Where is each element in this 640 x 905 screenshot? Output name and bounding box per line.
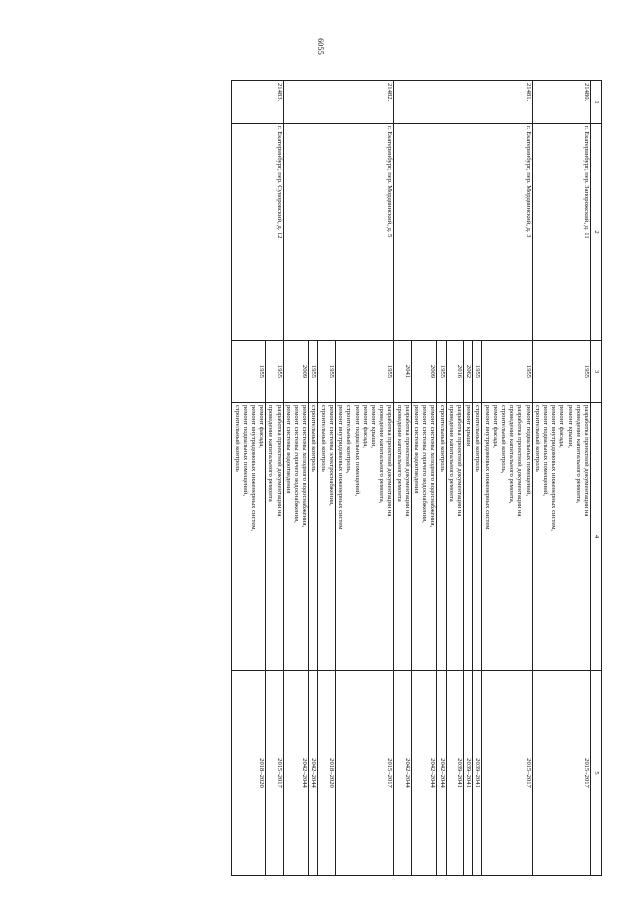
repair-work-line: строительный контроль (474, 405, 482, 472)
record-number: 21482. (283, 81, 394, 124)
planned-period: 2015–2017 (266, 671, 283, 876)
repair-works (482, 403, 532, 671)
planned-period: 2042–2044 (394, 671, 411, 876)
planned-period: 2039–2041 (473, 671, 482, 876)
repair-work-line: ремонт подвальных помещений, (541, 405, 549, 496)
reference-year: 1955 (232, 341, 266, 403)
repair-work-line: проведение капитального ремонта, (574, 405, 582, 504)
repair-works (318, 403, 335, 671)
repair-work-line: разработка проектной документации на (516, 405, 524, 517)
repair-works (437, 403, 446, 671)
repair-work-line: разработка проектной документации на (583, 405, 590, 517)
reference-year: 2041 (394, 341, 411, 403)
repair-work-line: разработка проектной документации на (403, 405, 411, 517)
table-row (335, 81, 393, 876)
repair-works (463, 403, 472, 671)
repair-work-line: ремонт подвальных помещений, (524, 405, 532, 496)
repair-work-line: ремонт крыши, (369, 405, 377, 448)
repair-work-line: разработка проектной документации на (386, 405, 394, 517)
planned-period: 2039–2041 (463, 671, 472, 876)
repair-work-line: проведение капитального ремонта (267, 405, 275, 502)
repair-work-line: проведение капитального ремонта, (508, 405, 516, 504)
repair-works (232, 403, 266, 671)
planned-period: 2015–2017 (482, 671, 532, 876)
reference-year: 2009 (411, 341, 437, 403)
reference-year: 1955 (482, 341, 532, 403)
table-row (532, 81, 590, 876)
planned-period: 2039–2041 (446, 671, 463, 876)
repair-works (446, 403, 463, 671)
repair-work-line: разработка проектной документации на (455, 405, 463, 517)
building-address: г. Екатеринбург, пер. Суворовский, д. 12 (232, 124, 283, 341)
capital-repair-table (57, 80, 602, 850)
repair-work-line: ремонт системы электроснабжения, (327, 405, 335, 506)
repair-work-line: проведение капитального ремонта, (378, 405, 386, 504)
repair-work-line: ремонт крыши, (566, 405, 574, 448)
planned-period: 2042–2044 (309, 671, 318, 876)
repair-work-line: строительный контроль (310, 405, 318, 472)
table-header-row (591, 81, 602, 876)
repair-work-line: строительный контроль (319, 405, 327, 472)
repair-work-line: строительный контроль, (345, 405, 353, 474)
repair-work-line: ремонт внутридомовых инженерных систем, (550, 405, 558, 532)
repair-works (394, 403, 411, 671)
repair-work-line: строительный контроль (438, 405, 446, 472)
planned-period: 2042–2044 (283, 671, 309, 876)
repair-works (532, 403, 590, 671)
reference-year: 2009 (283, 341, 309, 403)
repair-work-line: ремонт системы водоотведения (284, 405, 292, 494)
repair-work-line: строительный контроль (533, 405, 541, 472)
planned-period: 2015–2017 (532, 671, 590, 876)
reference-year: 1955 (335, 341, 393, 403)
repair-work-line: ремонт системы горячего водоснабжения, (293, 405, 301, 523)
reference-year: 1955 (437, 341, 446, 403)
page-number: 6055 (315, 38, 325, 55)
reference-year: 1955 (532, 341, 590, 403)
repair-work-line: ремонт системы водоотведения (412, 405, 420, 494)
repair-work-line: ремонт внутридомовых инженерных систем, (250, 405, 258, 532)
record-number: 21480. (532, 81, 590, 124)
reference-year: 1955 (309, 341, 318, 403)
repair-work-line: строительный контроль (233, 405, 241, 472)
planned-period: 2018–2020 (232, 671, 266, 876)
repair-works (266, 403, 283, 671)
table-body (232, 81, 591, 876)
column-header-1: 1 (591, 81, 602, 124)
repair-works (335, 403, 393, 671)
repair-works (309, 403, 318, 671)
planned-period: 2015–2017 (335, 671, 393, 876)
repair-works (473, 403, 482, 671)
repair-work-line: ремонт системы холодного водоснабжения, (429, 405, 437, 528)
repair-work-line: разработка проектной документации на (275, 405, 283, 517)
repair-work-line: ремонт фасада, (558, 405, 566, 448)
column-header-3: 3 (591, 341, 602, 403)
repair-work-line: ремонт внутридомовых инженерных систем (337, 405, 345, 530)
record-number: 21481. (394, 81, 532, 124)
repair-work-line: ремонт подвальных помещений, (353, 405, 361, 496)
repair-work-line: проведение капитального ремонта (447, 405, 455, 502)
reference-year: 1955 (318, 341, 335, 403)
repair-works (411, 403, 437, 671)
repair-work-line: ремонт системы горячего водоснабжения, (421, 405, 429, 523)
planned-period: 2018–2020 (318, 671, 335, 876)
repair-work-line: ремонт фасада, (361, 405, 369, 448)
building-address: г. Екатеринбург, пер. Мордвинский, д. 5 (283, 124, 394, 341)
reference-year: 1955 (266, 341, 283, 403)
building-address: г. Екатеринбург, пер. Мордвинский, д. 3 (394, 124, 532, 341)
column-header-5: 5 (591, 671, 602, 876)
planned-period: 2042–2044 (411, 671, 437, 876)
repair-work-line: проведение капитального ремонта (395, 405, 403, 502)
building-address: г. Екатеринбург, пер. Запорожский, д. 11 (532, 124, 590, 341)
repair-work-line: ремонт подвальных помещений, (241, 405, 249, 496)
record-number: 21483. (232, 81, 283, 124)
table-row (266, 81, 283, 876)
repair-works (283, 403, 309, 671)
repair-work-line: строительный контроль, (499, 405, 507, 474)
repair-work-line: ремонт системы холодного водоснабжения, (301, 405, 309, 528)
reference-year: 2016 (446, 341, 463, 403)
repair-work-line: ремонт внутридомовых инженерных систем (483, 405, 491, 530)
planned-period: 2042–2044 (437, 671, 446, 876)
table-row (482, 81, 532, 876)
repair-work-line: ремонт крыши (465, 405, 473, 447)
reference-year: 1955 (473, 341, 482, 403)
column-header-4: 4 (591, 403, 602, 671)
column-header-2: 2 (591, 124, 602, 341)
repair-work-line: ремонт фасада, (491, 405, 499, 448)
repair-work-line: ремонт фасада, (258, 405, 266, 448)
reference-year: 2062 (463, 341, 472, 403)
